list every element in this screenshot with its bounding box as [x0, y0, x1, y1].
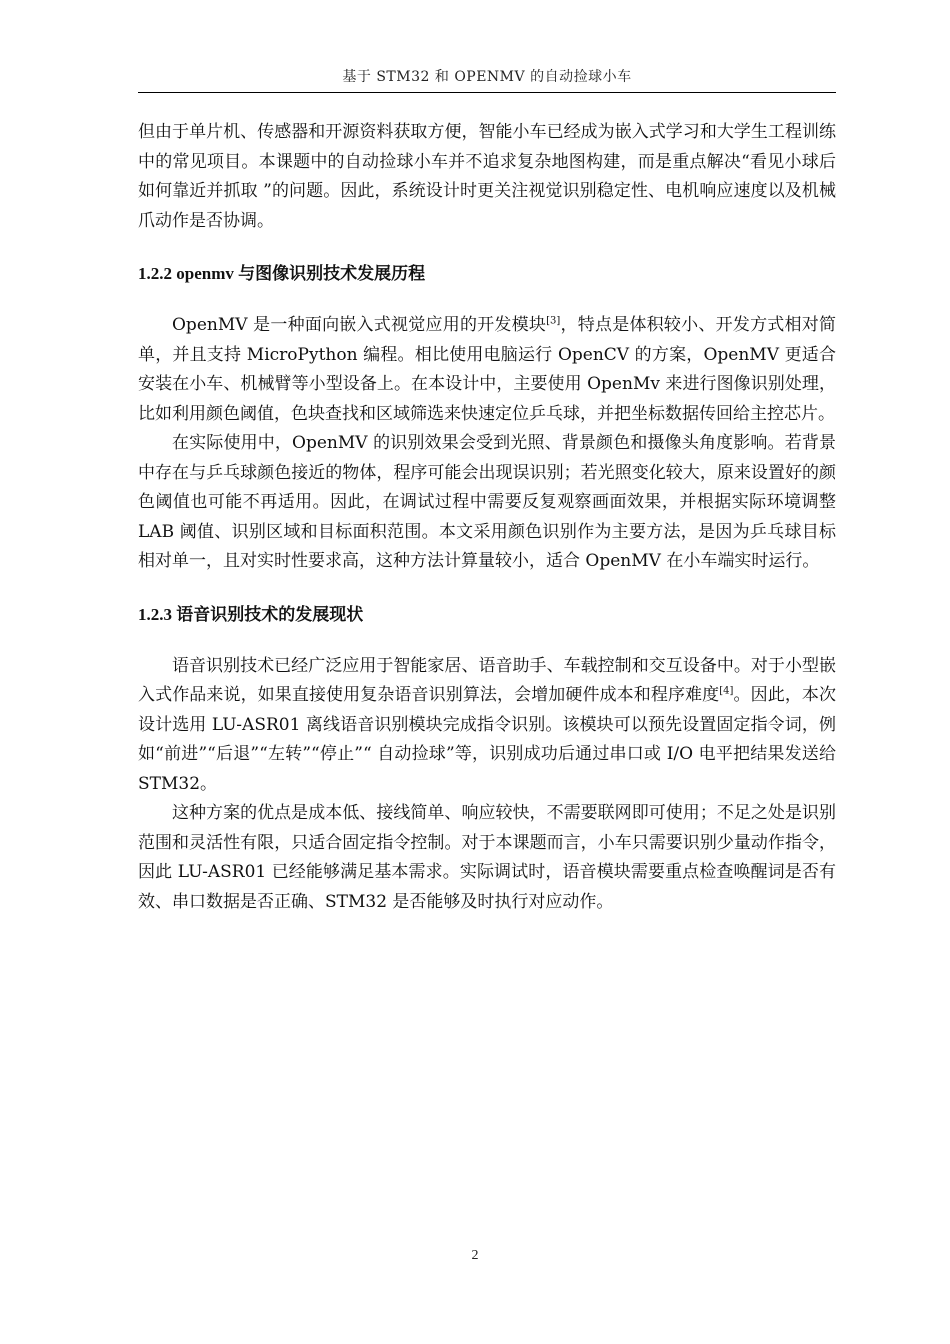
section-1-2-3-paragraph-1	[138, 652, 836, 800]
page-number: 2	[471, 1248, 479, 1263]
paragraph-text: ，特点是体积较小、开发方式相对简单，并且支持 MicroPython 编程。相比使用电脑运行 OpenCV 的方案，OpenMV 更适合安装在小车、机械臂等小型设备上。在本设计中，主要使用 OpenMv 来进行图像识别处理，比如利用颜色阈值，色块查找和区域筛选来快速定位乒乓球，并把坐标数据传回给主控芯片。	[138, 315, 837, 424]
paragraph-text: 。因此，本次设计选用 LU-ASR01 离线语音识别模块完成指令识别。该模块可以预先设置固定指令词，例如“前进”“后退”“左转”“停止”“ 自动捡球”等，识别成功后通过串口或 I/O 电平把结果发送给 STM32。	[138, 685, 837, 794]
section-1-2-2-paragraph-1	[138, 311, 836, 429]
citation-marker: [4]	[719, 685, 734, 697]
page-body	[138, 118, 836, 917]
intro-paragraph: 但由于单片机、传感器和开源资料获取方便，智能小车已经成为嵌入式学习和大学生工程训练中的常见项目。本课题中的自动捡球小车并不追求复杂地图构建，而是重点解决“看见小球后如何靠近并抓取 ”的问题。因此，系统设计时更关注视觉识别稳定性、电机响应速度以及机械爪动作是否协调。	[138, 122, 836, 231]
section-1-2-3-paragraph-2: 这种方案的优点是成本低、接线简单、响应较快，不需要联网即可使用；不足之处是识别范围和灵活性有限，只适合固定指令控制。对于本课题而言，小车只需要识别少量动作指令，因此 LU-ASR01 已经能够满足基本需求。实际调试时，语音模块需要重点检查唤醒词是否有效、串口数据是否正确、STM32 是否能够及时执行对应动作。	[138, 803, 836, 912]
paragraph-text: 语音识别技术已经广泛应用于智能家居、语音助手、车载控制和交互设备中。对于小型嵌入式作品来说，如果直接使用复杂语音识别算法，会增加硬件成本和程序难度	[138, 655, 836, 705]
section-heading-1-2-3: 1.2.3 语音识别技术的发展现状	[138, 604, 364, 624]
section-heading-1-2-2: 1.2.2 openmv 与图像识别技术发展历程	[138, 264, 426, 283]
header-divider	[138, 92, 836, 93]
paragraph-text: OpenMV 是一种面向嵌入式视觉应用的开发模块	[172, 315, 547, 335]
running-header: 基于 STM32 和 OPENMV 的自动捡球小车	[342, 69, 632, 85]
section-1-2-2-paragraph-2: 在实际使用中，OpenMV 的识别效果会受到光照、背景颜色和摄像头角度影响。若背景中存在与乒乓球颜色接近的物体，程序可能会出现误识别；若光照变化较大，原来设置好的颜色阈值也可能不再适用。因此，在调试过程中需要反复观察画面效果，并根据实际环境调整 LAB 阈值、识别区域和目标面积范围。本文采用颜色识别作为主要方法，是因为乒乓球目标相对单一，且对实时性要求高，这种方法计算量较小，适合 OpenMV 在小车端实时运行。	[138, 433, 836, 571]
citation-marker: [3]	[546, 315, 561, 327]
